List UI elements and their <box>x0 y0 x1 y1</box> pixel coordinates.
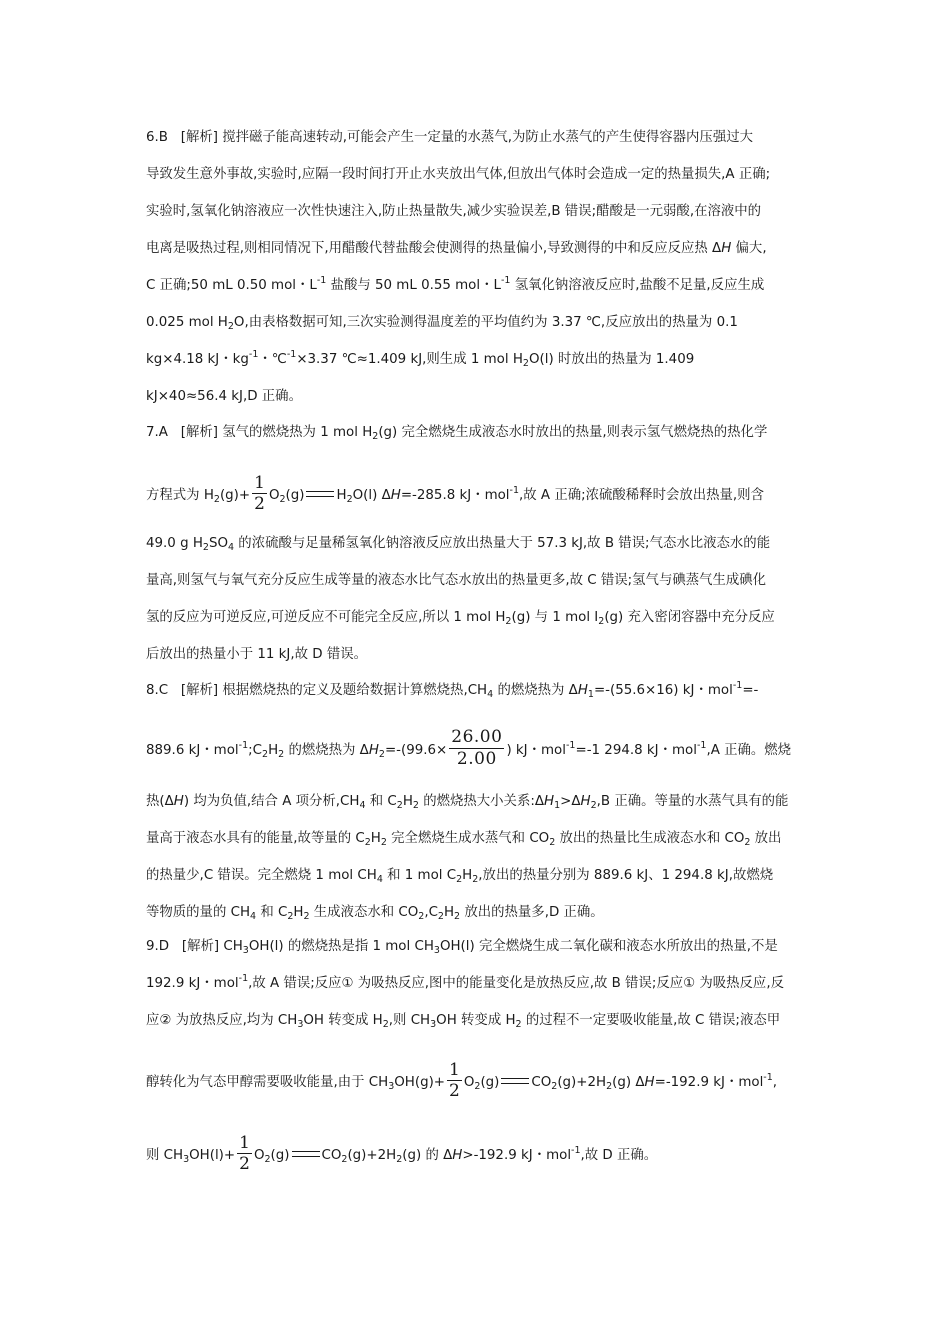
analysis-tag: [解析] <box>180 130 218 145</box>
q9-line-2: 192.9 kJ・mol$^{-1}$,故 A 错误;反应① 为吸热反应,图中的能量变化是放热反应,故 B 错误;反应① 为吸热反应,反 <box>146 973 784 991</box>
q8-line-4: 量高于液态水具有的能量,故等量的 $C_2H_2$ 完全燃烧生成水蒸气和 $CO_2$ 放出的热量比生成液态水和 $CO_2$ 放出 <box>146 831 782 848</box>
fraction: $\frac{26.00}{2.00}$ <box>451 726 503 769</box>
equals-sign <box>292 1151 320 1157</box>
equals-sign <box>501 1078 529 1084</box>
q8-line-6: 等物质的量的 $CH_4$ 和 $C_2H_2$ 生成液态水和 $CO_2,C_2H_2$ 放出的热量多,D 正确。 <box>146 905 604 922</box>
q9-line-3: 应② 为放热反应,均为 $CH_3OH$ 转变成 $H_2$,则 $CH_3OH$ 转变成 $H_2$ 的过程不一定要吸收能量,故 C 错误;液态甲 <box>146 1013 781 1030</box>
q6-line-2: 导致发生意外事故,实验时,应隔一段时间打开止水夹放出气体,但放出气体时会造成一定的热量损失,A 正确; <box>146 167 771 182</box>
equals-sign <box>306 491 334 497</box>
q8-line-3: 热(ΔH) 均为负值,结合 A 项分析$,CH_4$ 和 $C_2H_2$ 的燃烧热大小关系$:\Delta H_1>\Delta H_2,B$ 正确。等量的水蒸气具有的能 <box>146 794 789 811</box>
q7-line-2: 方程式为 $H_2(g)+$ $\frac{1}{2}$ $O_2(g)$ $H_2O(l)$ ΔH=-285.8 kJ・mol$^{-1}$,故 A 正确;浓硫酸稀释时会放出热量,则含 <box>146 472 764 514</box>
q6-line-3: 实验时,氢氧化钠溶液应一次性快速注入,防止热量散失,减少实验误差,B 错误;醋酸是一元弱酸,在溶液中的 <box>146 204 762 219</box>
q8-line-1: 8.C [解析] 根据燃烧热的定义及题给数据计算燃烧热$,CH_4$ 的燃烧热为 $\Delta H_1=-(55.6\times 16)$ kJ・mol$^{-1}$=- <box>146 680 759 700</box>
q6-line-8: kJ×40≈56.4 kJ,D 正确。 <box>146 389 302 404</box>
q6-line-6: 0.025 mol $H_2O$,由表格数据可知,三次实验测得温度差的平均值约为 3.37 ℃,反应放出的热量为 0.1 <box>146 315 738 332</box>
q6-line-4: 电离是吸热过程,则相同情况下,用醋酸代替盐酸会使测得的热量偏小,导致测得的中和反应反应热 ΔH 偏大, <box>146 241 767 256</box>
q9-line-1: 9.D [解析] $CH_3OH(l)$ 的燃烧热是指 1 mol $CH_3OH(l)$ 完全燃烧生成二氧化碳和液态水所放出的热量,不是 <box>146 939 778 956</box>
fraction: $\frac{1}{2}$ <box>449 1059 460 1101</box>
q7-line-6: 后放出的热量小于 11 kJ,故 D 错误。 <box>146 647 368 662</box>
fraction: $\frac{1}{2}$ <box>254 472 265 514</box>
fraction: $\frac{1}{2}$ <box>239 1132 250 1174</box>
q6-line-1: 6.B [解析] 搅拌磁子能高速转动,可能会产生一定量的水蒸气,为防止水蒸气的产生使得容器内压强过大 <box>146 130 753 145</box>
q8-line-2: 889.6 kJ・$mol^{-1};C_2H_2$ 的燃烧热为 $\Delta H_2=-(99.6\times$ $\frac{26.00}{2.00}$ ) kJ・mol$^{-1}$=-1 294.8 kJ・mol$^{-1}$,A 正确。燃烧 <box>146 726 792 769</box>
q7-line-5: 氢的反应为可逆反应,可逆反应不可能完全反应,所以 1 mol $H_2(g)$ 与 1 mol $I_2(g)$ 充入密闭容器中充分反应 <box>146 610 775 627</box>
analysis-tag: [解析] <box>180 425 218 440</box>
q7-line-4: 量高,则氢气与氧气充分反应生成等量的液态水比气态水放出的热量更多,故 C 错误;氢气与碘蒸气生成碘化 <box>146 573 767 588</box>
q7-line-1: 7.A [解析] 氢气的燃烧热为 1 mol $H_2(g)$ 完全燃烧生成液态水时放出的热量,则表示氢气燃烧热的热化学 <box>146 425 768 442</box>
analysis-tag: [解析] <box>180 683 219 698</box>
q8-line-5: 的热量少,C 错误。完全燃烧 1 mol $CH_4$ 和 1 mol $C_2H_2$,放出的热量分别为 889.6 kJ、1 294.8 kJ,故燃烧 <box>146 868 774 885</box>
q6-line-5: C 正确;50 mL 0.50 mol・$L^{-1}$ 盐酸与 50 mL 0.55 mol・$L^{-1}$ 氢氧化钠溶液反应时,盐酸不足量,反应生成 <box>146 275 765 293</box>
q7-line-3: 49.0 g $H_2SO_4$ 的浓硫酸与足量稀氢氧化钠溶液反应放出热量大于 57.3 kJ,故 B 错误;气态水比液态水的能 <box>146 536 771 553</box>
q6-line-7: kg×4.18 kJ・$kg^{-1}$・℃$^{-1}$×3.37 ℃≈1.409 kJ,则生成 1 mol $H_2O(l)$ 时放出的热量为 1.409 <box>146 349 695 369</box>
q9-line-4: 醇转化为气态甲醇需要吸收能量,由于 $CH_3OH(g)+$ $\frac{1}{2}$ $O_2(g)$ $CO_2(g)+2H_2(g)$ ΔH=-192.9 kJ・mol$^{-1}$, <box>146 1059 778 1101</box>
analysis-tag: [解析] <box>181 939 220 954</box>
q9-line-5: 则 $CH_3OH(l)+$ $\frac{1}{2}$ $O_2(g)$ $CO_2(g)+2H_2(g)$ 的 ΔH>-192.9 kJ・mol$^{-1}$,故 D 正确。 <box>146 1132 658 1174</box>
